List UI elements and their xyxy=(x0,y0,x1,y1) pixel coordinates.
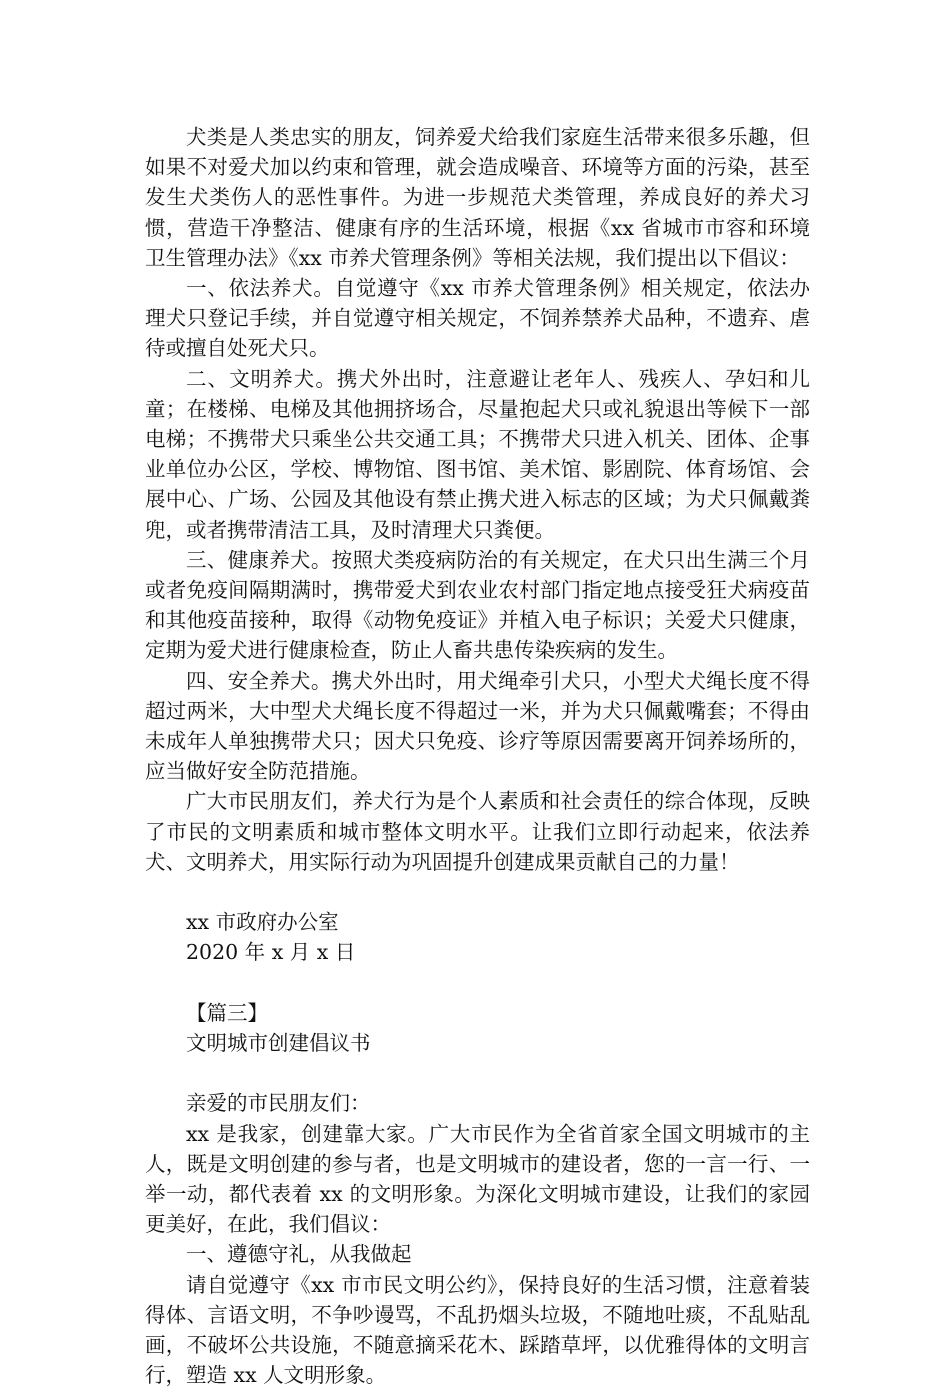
proposal-civil-paragraph: 二、文明养犬。携犬外出时，注意避让老年人、残疾人、孕妇和儿童；在楼梯、电梯及其他拥挤场合，尽量抱起犬只或礼貌退出等候下一部电梯；不携带犬只乘坐公共交通工具；不携带犬只进入机关、团体、企事业单位办公区，学校、博物馆、图书馆、美术馆、影剧院、体育场馆、会展中心、广场、公园及其他设有禁止携犬进入标志的区域；为犬只佩戴粪兜，或者携带清洁工具，及时清理犬只粪便。 xyxy=(145,366,810,542)
spacer xyxy=(145,968,810,998)
letter-intro-paragraph: xx 是我家，创建靠大家。广大市民作为全省首家全国文明城市的主人，既是文明创建的参与者，也是文明城市的建设者，您的一言一行、一举一动，都代表着 xx 的文明形象。为深化文明城市建设，让我们的家园更美好，在此，我们倡议： xyxy=(145,1121,810,1237)
closing-paragraph: 广大市民朋友们，养犬行为是个人素质和社会责任的综合体现，反映了市民的文明素质和城市整体文明水平。让我们立即行动起来，依法养犬、文明养犬，用实际行动为巩固提升创建成果贡献自己的力量！ xyxy=(145,789,810,874)
proposal-health-paragraph: 三、健康养犬。按照犬类疫病防治的有关规定，在犬只出生满三个月或者免疫间隔期满时，携带爱犬到农业农村部门指定地点接受狂犬病疫苗和其他疫苗接种，取得《动物免疫证》并植入电子标识；关爱犬只健康，定期为爱犬进行健康检查，防止人畜共患传染疾病的发生。 xyxy=(145,547,810,663)
letter-heading-1: 一、遵德守礼，从我做起 xyxy=(186,1242,412,1267)
proposal-legal-paragraph: 一、依法养犬。自觉遵守《xx 市养犬管理条例》相关规定，依法办理犬只登记手续，并自觉遵守相关规定，不饲养禁养犬品种，不遗弃、虐待或擅自处死犬只。 xyxy=(145,276,810,361)
signature-date: 2020 年 x 月 x 日 xyxy=(186,940,356,965)
proposal-safety-paragraph: 四、安全养犬。携犬外出时，用犬绳牵引犬只，小型犬犬绳长度不得超过两米，大中型犬犬绳长度不得超过一米，并为犬只佩戴嘴套；不得由未成年人单独携带犬只；因犬只免疫、诊疗等原因需要离开饲养场所的，应当做好安全防范措施。 xyxy=(145,668,810,784)
signature-org: xx 市政府办公室 xyxy=(186,910,339,935)
spacer xyxy=(145,877,810,907)
letter-greeting: 亲爱的市民朋友们： xyxy=(186,1091,371,1116)
letter-body-1: 请自觉遵守《xx 市市民文明公约》，保持良好的生活习惯，注意着装得体、言语文明，不争吵谩骂，不乱扔烟头垃圾，不随地吐痰，不乱贴乱画，不破坏公共设施，不随意摘采花木、踩踏草坪，以优雅得体的文明言行，塑造 xx 人文明形象。 xyxy=(145,1272,810,1388)
document-body xyxy=(145,122,810,1390)
section-label: 【篇三】 xyxy=(186,1000,268,1025)
spacer xyxy=(145,1058,810,1088)
section-title: 文明城市创建倡议书 xyxy=(186,1031,371,1056)
intro-paragraph: 犬类是人类忠实的朋友，饲养爱犬给我们家庭生活带来很多乐趣，但如果不对爱犬加以约束和管理，就会造成噪音、环境等方面的污染，甚至发生犬类伤人的恶性事件。为进一步规范犬类管理，养成良好的养犬习惯，营造干净整洁、健康有序的生活环境，根据《xx 省城市市容和环境卫生管理办法》《xx 市养犬管理条例》等相关法规，我们提出以下倡议： xyxy=(145,125,810,270)
